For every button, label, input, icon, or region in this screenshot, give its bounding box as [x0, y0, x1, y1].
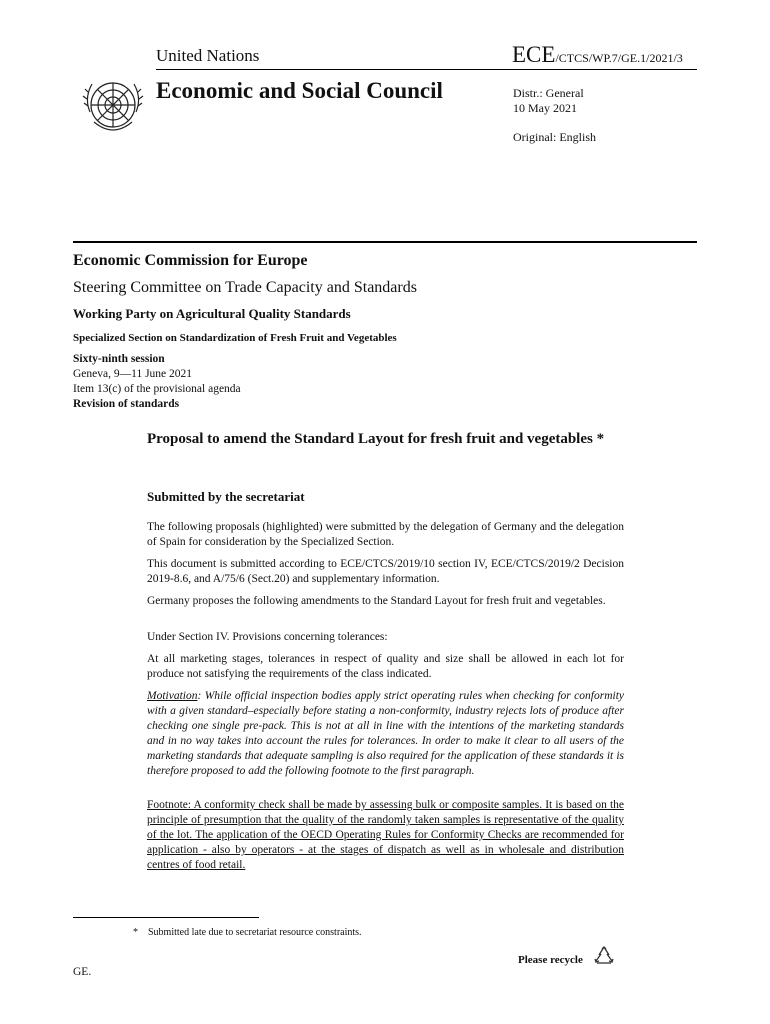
motivation-text: : While official inspection bodies apply strict operating rules when checking for conformity with a given standard–especially before stating a non-conformity, industry rejects lots of produce after checking one single pre-pack. This is not at all in line with the intentions of the marketing standards and in no way takes into account the rules for tolerances. In order to make it clear to all users of the marketing standards that adequate sampling is also required for the application of these standards it is therefore proposed to add the following footnote to the first paragraph.	[147, 690, 624, 777]
distr-line: Distr.: General	[513, 86, 584, 100]
document-symbol	[512, 42, 683, 68]
org-name: United Nations	[156, 46, 260, 65]
council-title: Economic and Social Council	[156, 78, 443, 103]
distr-spacer	[513, 116, 596, 130]
job-number: GE.	[73, 966, 92, 978]
footnote-rule	[73, 917, 259, 918]
header-rule	[156, 69, 697, 70]
committee-name: Steering Committee on Trade Capacity and Standards	[73, 279, 417, 296]
original-language: Original: English	[513, 130, 596, 144]
motivation-label: Motivation	[147, 690, 198, 702]
paragraph: Under Section IV. Provisions concerning tolerances:	[147, 631, 388, 643]
symbol-suffix: /CTCS/WP.7/GE.1/2021/3	[555, 51, 683, 65]
symbol-prefix: ECE	[512, 42, 556, 67]
agenda-item-title: Revision of standards	[73, 398, 180, 410]
section-name: Specialized Section on Standardization of Fresh Fruit and Vegetables	[73, 332, 397, 344]
agenda-item: Item 13(c) of the provisional agenda	[73, 383, 241, 395]
distribution-info	[513, 86, 596, 145]
paragraph: The following proposals (highlighted) were submitted by the delegation of Germany and the delegation of Spain for consideration by the Specialized Section.	[147, 521, 624, 548]
please-recycle-label: Please recycle	[518, 954, 583, 966]
un-emblem-icon	[78, 72, 148, 142]
footnote-proposal: Footnote: A conformity check shall be made by assessing bulk or composite samples. It is based on the principle of presumption that the quality of the randomly taken samples is representative of the quality of the lot. The application of the OECD Operating Rules for Conformity Checks are recommended for application - also by operators - at the stages of dispatch as well as in wholesale and distribution centres of food retail.	[147, 799, 624, 871]
submitted-by: Submitted by the secretariat	[147, 489, 305, 504]
session-info	[73, 352, 241, 412]
motivation-paragraph	[147, 689, 624, 779]
paragraph: At all marketing stages, tolerances in respect of quality and size shall be allowed in each lot for produce not satisfying the requirements of the class indicated.	[147, 653, 624, 680]
working-party-name: Working Party on Agricultural Quality Standards	[73, 306, 351, 321]
session-title: Sixty-ninth session	[73, 353, 165, 365]
section-rule	[73, 241, 697, 243]
recycle-icon	[592, 944, 616, 968]
document-title: Proposal to amend the Standard Layout for fresh fruit and vegetables *	[147, 431, 605, 447]
paragraph: Germany proposes the following amendments to the Standard Layout for fresh fruit and vegetables.	[147, 595, 606, 607]
commission-name: Economic Commission for Europe	[73, 252, 308, 269]
date-line: 10 May 2021	[513, 101, 577, 115]
page-footnote: * Submitted late due to secretariat resource constraints.	[133, 927, 362, 938]
session-location: Geneva, 9—11 June 2021	[73, 368, 193, 380]
paragraph: This document is submitted according to ECE/CTCS/2019/10 section IV, ECE/CTCS/2019/2 Decision 2019-8.6, and A/75/6 (Sect.20) and supplementary information.	[147, 558, 624, 585]
